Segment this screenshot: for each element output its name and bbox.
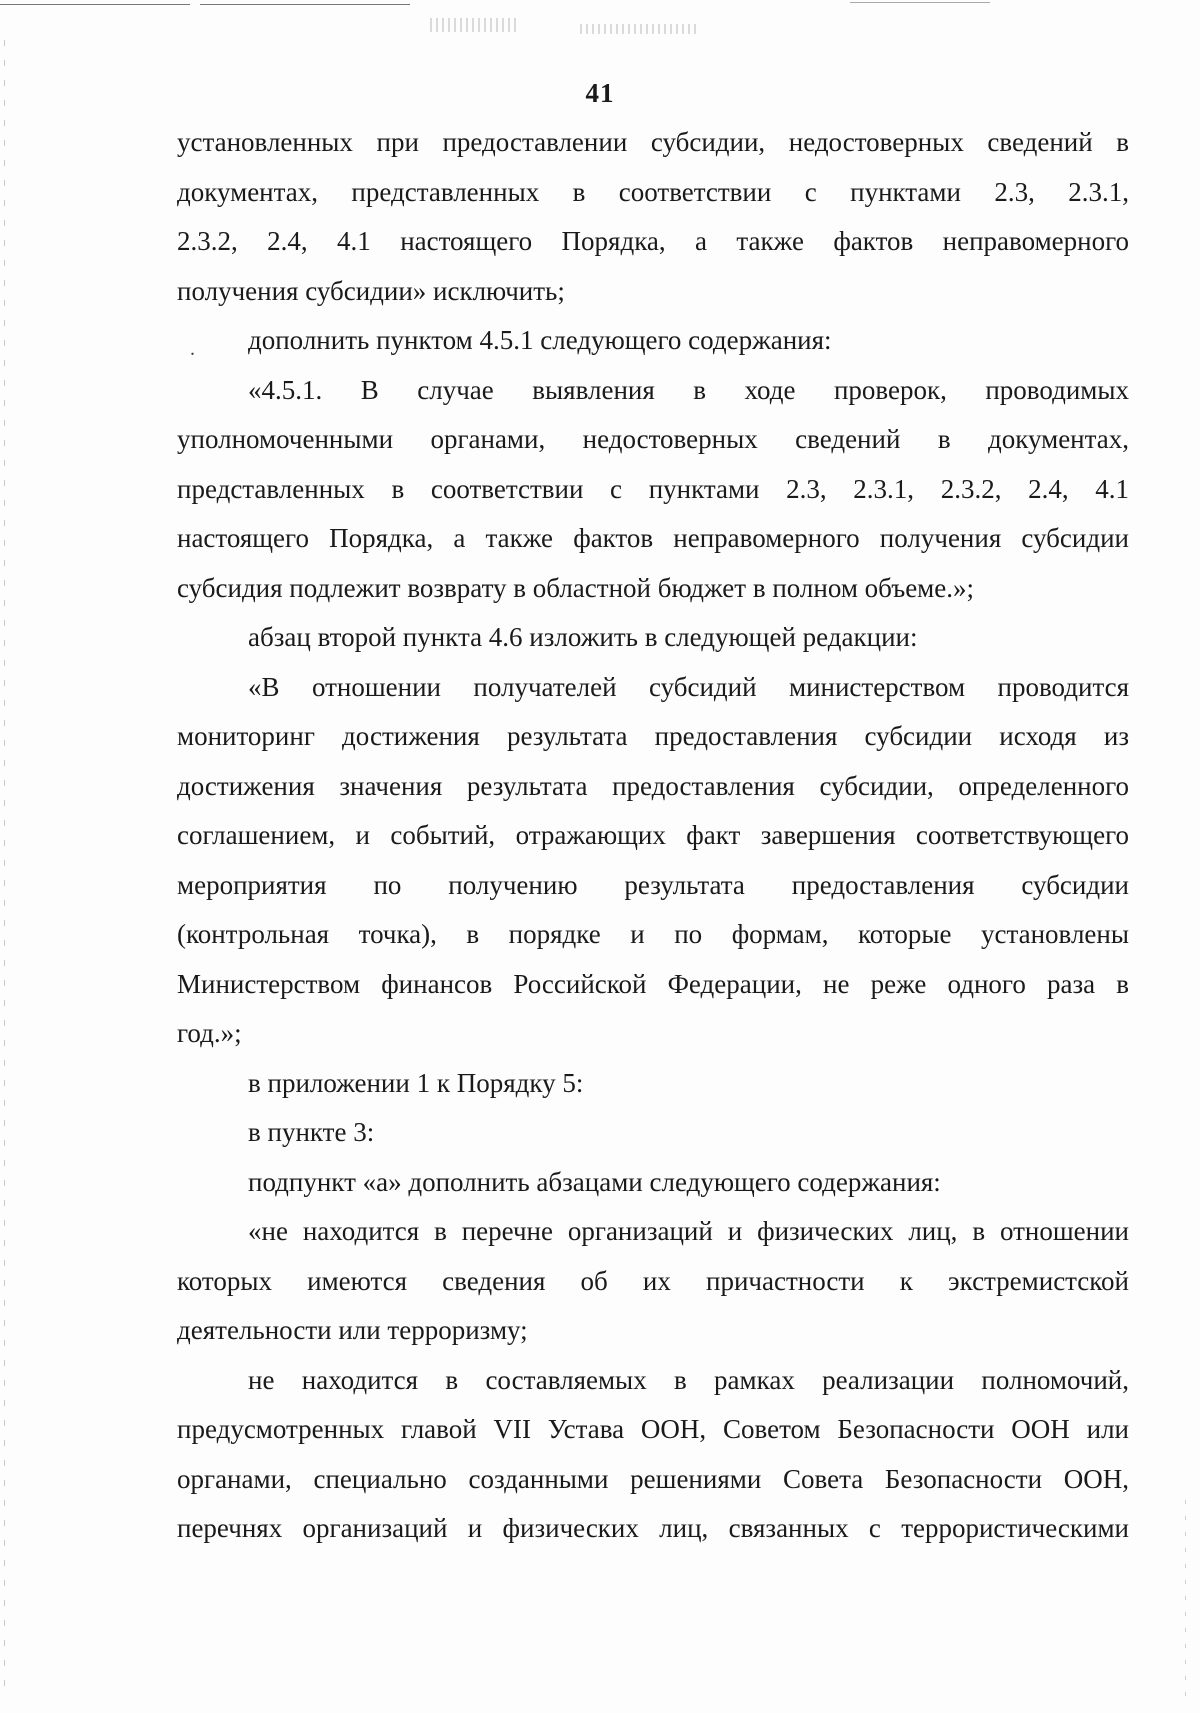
text-line: подпункт «а» дополнить абзацами следующего содержания: [248, 1166, 941, 1197]
text-line: Министерством финансов Российской Федерации, не реже одного раза в [177, 968, 1129, 999]
text-line: достижения значения результата предоставления субсидии, определенного [177, 770, 1129, 801]
scan-artifact-top-rule [0, 4, 190, 5]
text-line: документах, представленных в соответствии с пунктами 2.3, 2.3.1, [177, 176, 1129, 207]
text-line: мониторинг достижения результата предоставления субсидии исходя из [177, 721, 1129, 751]
text-line: «4.5.1. В случае выявления в ходе проверок, проводимых [248, 374, 1129, 405]
text-line: субсидия подлежит возврату в областной бюджет в полном объеме.»; [177, 572, 975, 603]
text-line: год.»; [177, 1018, 242, 1048]
text-line: в пункте 3: [248, 1117, 375, 1147]
scan-artifact-right-edge [1185, 1500, 1186, 1700]
scan-artifact-noise [580, 24, 700, 34]
text-line: предусмотренных главой VII Устава ООН, Советом Безопасности ООН или [177, 1414, 1129, 1444]
text-line: «В отношении получателей субсидий министерством проводится [248, 671, 1129, 702]
scan-artifact-top-rule [200, 4, 410, 5]
scan-artifact-left-edge [4, 40, 5, 1700]
text-line: которых имеются сведения об их причастности к экстремистской [177, 1265, 1129, 1296]
text-line: установленных при предоставлении субсидии, недостоверных сведений в [177, 127, 1129, 157]
text-line: в приложении 1 к Порядку 5: [248, 1067, 584, 1098]
text-line: уполномоченными органами, недостоверных сведений в документах, [177, 424, 1129, 454]
text-line: получения субсидии» исключить; [177, 275, 565, 306]
document-body [177, 118, 1129, 1554]
text-line: дополнить пунктом 4.5.1 следующего содержания: [248, 325, 832, 355]
text-line: представленных в соответствии с пунктами 2.3, 2.3.1, 2.3.2, 2.4, 4.1 [177, 473, 1129, 504]
text-line: деятельности или терроризму; [177, 1315, 528, 1345]
text-line: не находится в составляемых в рамках реализации полномочий, [248, 1364, 1129, 1395]
text-line: настоящего Порядка, а также фактов неправомерного получения субсидии [177, 523, 1129, 553]
scan-artifact-top-rule [850, 2, 990, 3]
text-line: соглашением, и событий, отражающих факт завершения соответствующего [177, 820, 1129, 850]
text-line: 2.3.2, 2.4, 4.1 настоящего Порядка, а также фактов неправомерного [177, 226, 1129, 256]
scan-speck: . [190, 338, 195, 360]
text-line: органами, специально созданными решениями Совета Безопасности ООН, [177, 1463, 1129, 1494]
text-line: «не находится в перечне организаций и физических лиц, в отношении [248, 1216, 1129, 1246]
text-line: (контрольная точка), в порядке и по формам, которые установлены [177, 919, 1129, 949]
page-number: 41 [585, 78, 615, 108]
text-line: перечнях организаций и физических лиц, связанных с террористическими [177, 1513, 1129, 1543]
text-line: мероприятия по получению результата предоставления субсидии [177, 869, 1129, 900]
text-line: абзац второй пункта 4.6 изложить в следующей редакции: [248, 622, 918, 652]
scan-artifact-noise [430, 18, 520, 32]
